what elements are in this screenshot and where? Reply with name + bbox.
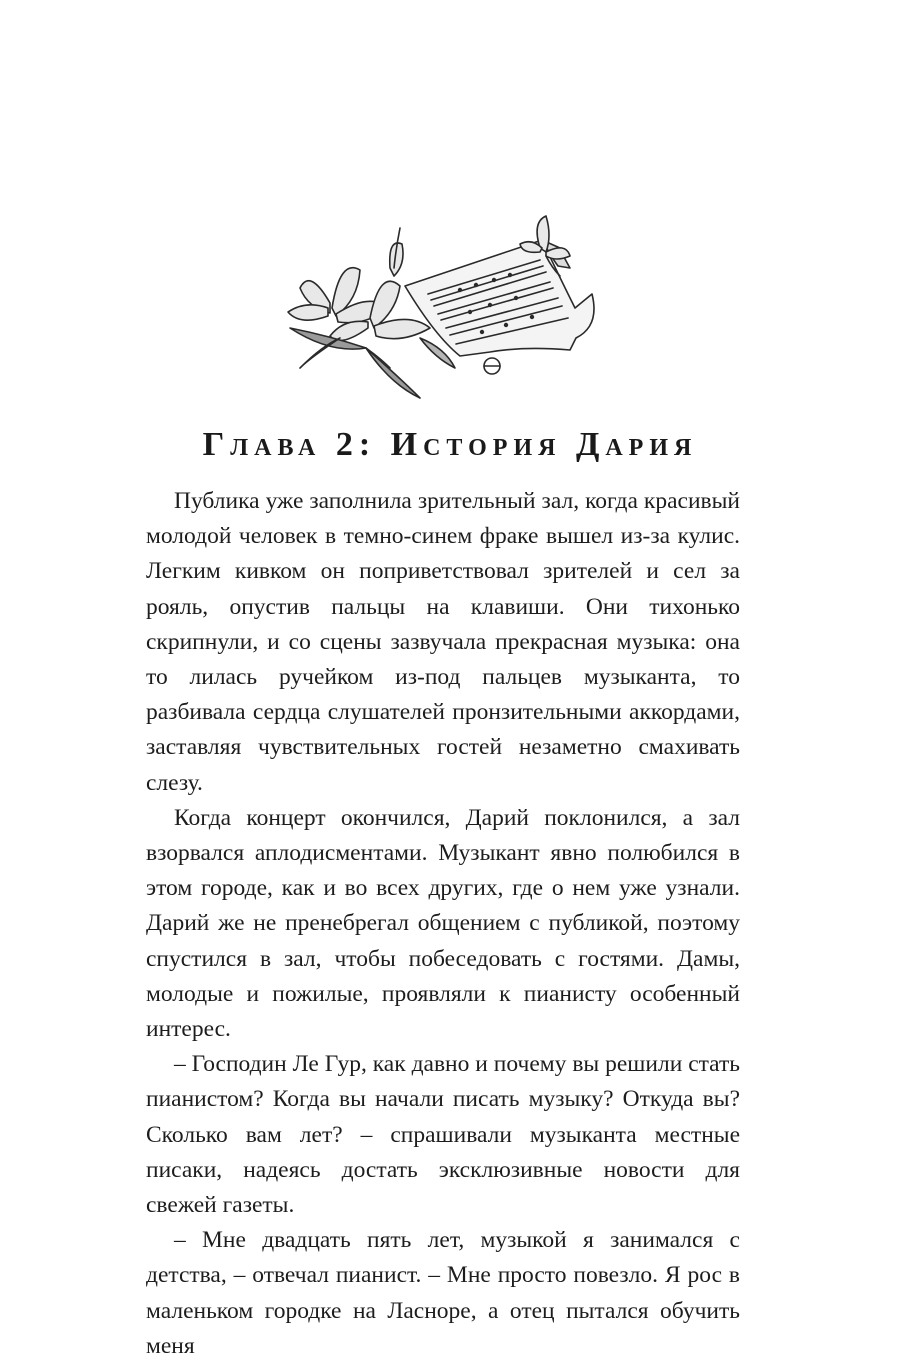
- paragraph-2: Когда концерт окончился, Дарий поклонился, а зал взорвался аплодисментами. Музыкант явно полюбился в этом городе, как и во всех других, где о нем уже узнали. Дарий же не пренебрегал общением с публикой, поэтому спустился в зал, чтобы побеседовать с гостями. Дамы, молодые и пожилые, проявляли к пианисту особенный интерес.: [146, 804, 740, 1043]
- paragraph-1: Публика уже заполнила зрительный зал, когда красивый молодой человек в темно-синем фраке вышел из-за кулис. Легким кивком он поприветствовал зрителей и сел за рояль, опустив пальцы на клавиши. Они тихонько скрипнули, и со сцены зазвучала прекрасная музыка: она то лилась ручейком из-под пальцев музыканта, то разбивала сердца слушателей пронзительными аккордами, заставляя чувствительных гостей незаметно смахивать слезу.: [146, 488, 740, 796]
- chapter-body: [146, 484, 740, 1364]
- flowers-and-sheet-music-icon: [270, 208, 610, 408]
- paragraph-4: – Мне двадцать пять лет, музыкой я занимался с детства, – отвечал пианист. – Мне просто повезло. Я рос в маленьком городке на Ласноре, а отец пытался обучить меня: [146, 1227, 740, 1359]
- paragraph-3: – Господин Ле Гур, как давно и почему вы решили стать пианистом? Когда вы начали писать музыку? Откуда вы? Сколько вам лет? – спрашивали музыканта местные писаки, надеясь достать эксклюзивные новости для свежей газеты.: [146, 1051, 740, 1219]
- chapter-title: Глава 2: История Дария: [202, 426, 698, 463]
